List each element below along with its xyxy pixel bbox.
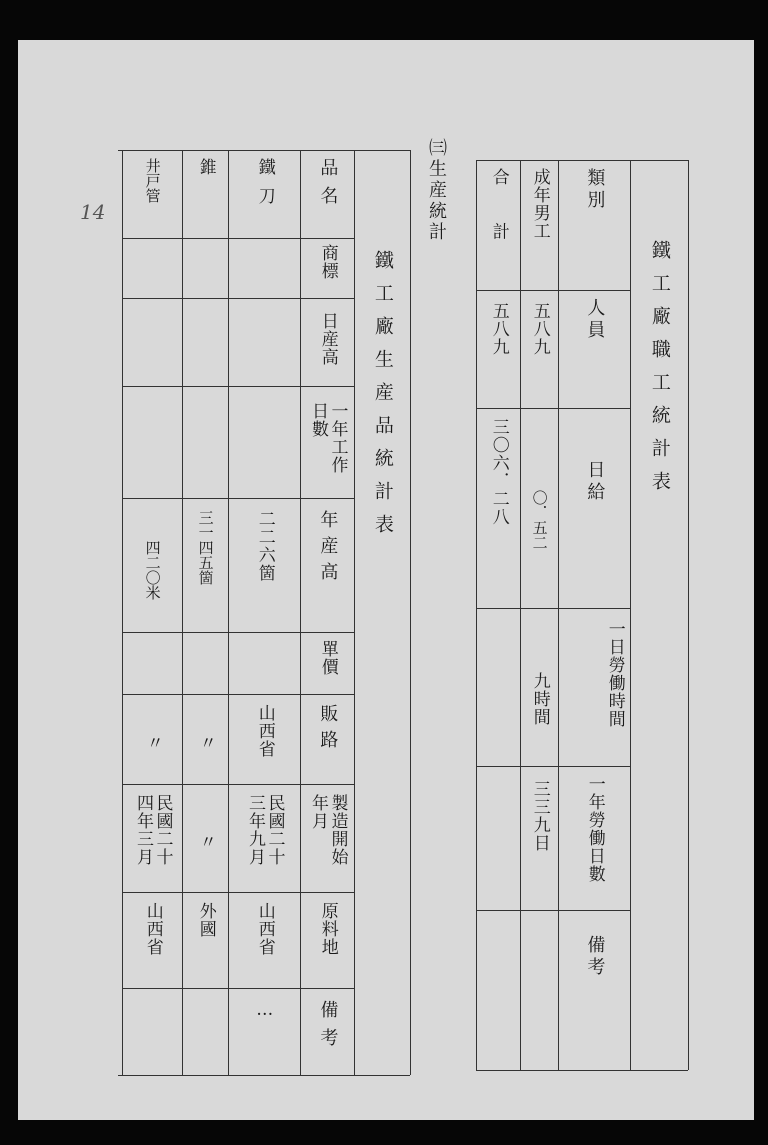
prod-row1-market: 山西省 [254,704,275,758]
header-remarks: 備考 [584,935,606,979]
header-annual-output: 年産高 [317,510,339,588]
prod-row3-name: 井戸管 [143,158,162,203]
prod-row1-name: 鐵刀 [254,158,275,216]
prod-row2-material-origin: 外國 [195,902,216,938]
row1-yearly-days: 三三九日 [529,780,550,852]
prod-row2-annual-output: 三一四五箇 [196,510,215,585]
row2-daily-wage: 三〇六．二八 [488,418,509,526]
prod-row3-start-date: 民國二十四年三月 [133,794,173,866]
row1-daily-hours: 九時間 [529,672,550,726]
row1-category: 成年男工 [529,168,550,240]
header-yearly-days: 一年勞働日數 [584,775,605,883]
header-remarks-2: 備考 [317,1000,339,1056]
row2-personnel: 五八九 [488,302,509,356]
header-daily-wage: 日給 [584,460,606,504]
production-table-title: 鐵工廠生産品統計表 [371,250,394,547]
document-page [18,40,754,1120]
prod-row2-name: 錐 [195,158,216,176]
header-material-origin: 原料地 [317,902,338,956]
prod-row2-market: 〃 [195,734,216,752]
header-market: 販路 [317,704,339,756]
prod-row3-market: 〃 [142,734,163,752]
row1-daily-wage: 〇．五二 [530,490,549,550]
header-daily-hours: 一日勞働時間 [604,620,625,728]
prod-row1-remarks: … [254,1000,275,1021]
prod-row1-start-date: 民國二十三年九月 [245,794,285,866]
header-personnel: 人員 [584,298,606,342]
staff-table-title: 鐵工廠職工統計表 [648,240,671,504]
header-start-date: 製造開始年月 [308,794,348,866]
row1-personnel: 五八九 [529,302,550,356]
page-number: 14 [80,200,106,224]
section-label: ㈢生産統計 [426,138,447,243]
header-name: 品名 [317,158,339,214]
prod-row1-annual-output: 二二六箇 [254,510,275,582]
header-unit-price: 單價 [317,640,338,676]
header-work-days: 一年工作日數 [308,402,348,474]
row2-category: 合計 [488,168,509,277]
prod-row3-material-origin: 山西省 [142,902,163,956]
header-daily-output: 日産高 [317,312,338,366]
prod-row1-material-origin: 山西省 [254,902,275,956]
prod-row2-start-date: 〃 [195,833,216,851]
header-brand: 商標 [317,244,338,280]
header-category: 類別 [584,168,606,212]
prod-row3-annual-output: 四二〇米 [143,540,162,600]
